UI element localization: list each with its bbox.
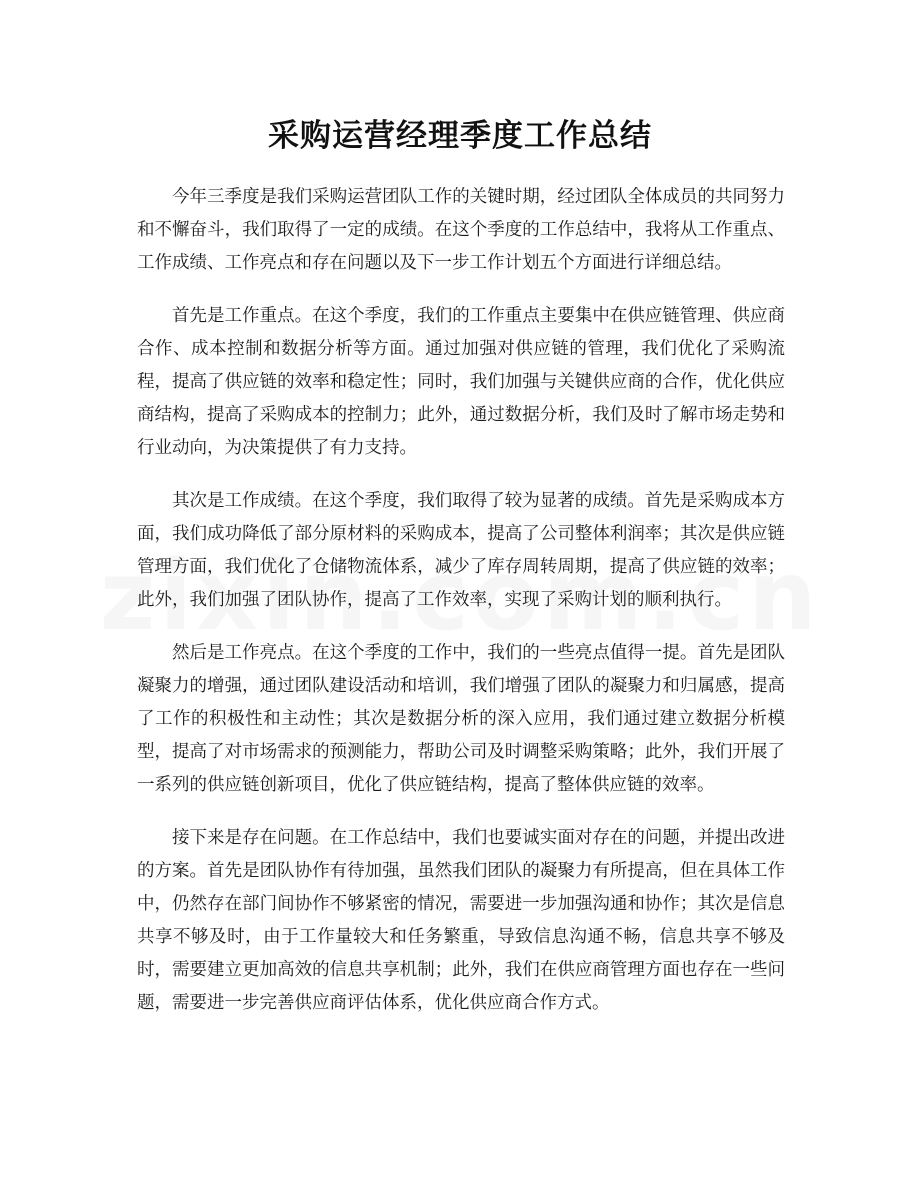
paragraph-achievements: 其次是工作成绩。在这个季度，我们取得了较为显著的成绩。首先是采购成本方面，我们成功降低了部分原材料的采购成本，提高了公司整体利润率；其次是供应链管理方面，我们优化了仓储物流体系，减少了库存周转周期，提高了供应链的效率；此外，我们加强了团队协作，提高了工作效率，实现了采购计划的顺利执行。 [137,491,785,610]
paragraph-work-focus: 首先是工作重点。在这个季度，我们的工作重点主要集中在供应链管理、供应商合作、成本控制和数据分析等方面。通过加强对供应链的管理，我们优化了采购流程，提高了供应链的效率和稳定性；同时，我们加强与关键供应商的合作，优化供应商结构，提高了采购成本的控制力；此外，通过数据分析，我们及时了解市场走势和行业动向，为决策提供了有力支持。 [137,306,785,458]
paragraph-intro: 今年三季度是我们采购运营团队工作的关键时期，经过团队全体成员的共同努力和不懈奋斗，我们取得了一定的成绩。在这个季度的工作总结中，我将从工作重点、工作成绩、工作亮点和存在问题以及下一步工作计划五个方面进行详细总结。 [137,187,785,273]
paragraph-highlights: 然后是工作亮点。在这个季度的工作中，我们的一些亮点值得一提。首先是团队凝聚力的增强，通过团队建设活动和培训，我们增强了团队的凝聚力和归属感，提高了工作的积极性和主动性；其次是数据分析的深入应用，我们通过建立数据分析模型，提高了对市场需求的预测能力，帮助公司及时调整采购策略；此外，我们开展了一系列的供应链创新项目，优化了供应链结构，提高了整体供应链的效率。 [137,643,785,795]
document-body [137,181,785,1040]
document-title: 采购运营经理季度工作总结 [268,118,652,154]
paragraph-problems: 接下来是存在问题。在工作总结中，我们也要诚实面对存在的问题，并提出改进的方案。首先是团队协作有待加强，虽然我们团队的凝聚力有所提高，但在具体工作中，仍然存在部门间协作不够紧密的情况，需要进一步加强沟通和协作；其次是信息共享不够及时，由于工作量较大和任务繁重，导致信息沟通不畅，信息共享不够及时，需要建立更加高效的信息共享机制；此外，我们在供应商管理方面也存在一些问题，需要进一步完善供应商评估体系，优化供应商合作方式。 [137,828,785,1013]
